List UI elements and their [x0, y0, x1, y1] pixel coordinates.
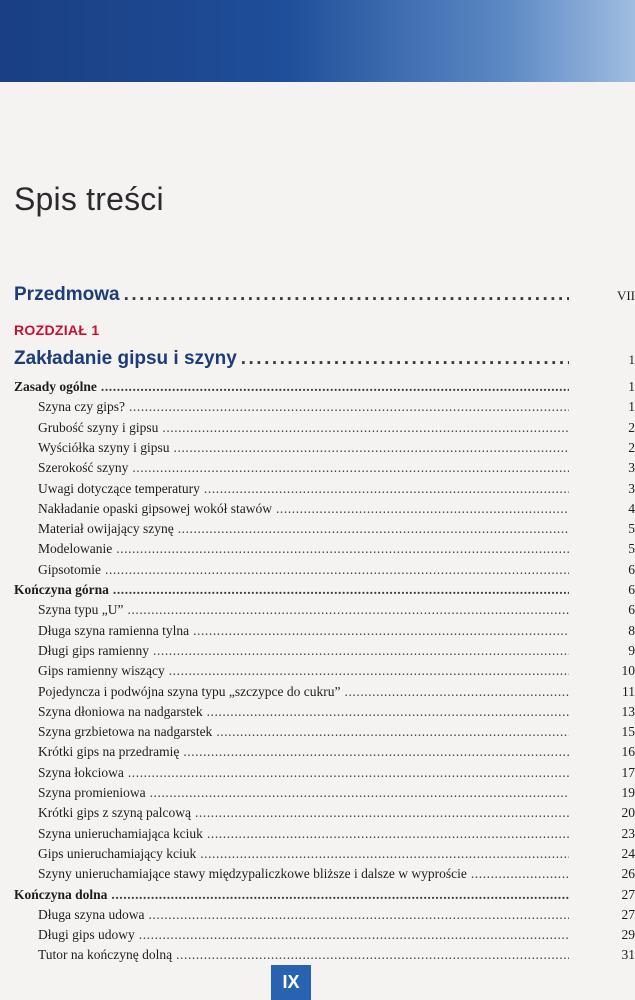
toc-label: Szyna typu „U” — [38, 602, 124, 618]
toc-page: 27 — [621, 906, 635, 922]
toc-label: Tutor na kończynę dolną — [38, 947, 173, 963]
toc-label: Krótki gips z szyną palcową — [38, 805, 191, 821]
header-band — [0, 0, 635, 82]
toc-item[interactable] — [0, 907, 635, 923]
toc-item[interactable] — [0, 704, 635, 720]
toc-item[interactable] — [0, 562, 635, 578]
toc-item[interactable] — [0, 602, 635, 618]
toc-label: Kończyna górna — [14, 582, 109, 597]
toc-item[interactable] — [0, 684, 635, 700]
toc-section[interactable] — [0, 379, 635, 395]
toc-page: 6 — [628, 602, 635, 618]
page-title: Spis treści — [14, 181, 164, 218]
toc-item[interactable] — [0, 866, 635, 882]
dot-leader — [150, 785, 569, 801]
page-number: IX — [271, 965, 311, 1000]
toc-label: Długa szyna ramienna tylna — [38, 622, 190, 638]
dot-leader — [183, 744, 569, 760]
toc-item[interactable] — [0, 765, 635, 781]
dot-leader — [471, 866, 569, 882]
toc-label: Długi gips ramienny — [38, 642, 149, 658]
dot-leader — [176, 947, 569, 963]
toc-page: 27 — [621, 886, 635, 902]
toc-page: 15 — [621, 724, 635, 740]
toc-page: 2 — [628, 439, 635, 455]
toc-item[interactable] — [0, 481, 635, 497]
toc-page: VII — [616, 288, 635, 303]
toc-page: 6 — [628, 582, 635, 597]
toc-page: 2 — [628, 419, 635, 435]
toc-page: 5 — [628, 541, 635, 557]
toc-page: 3 — [628, 460, 635, 476]
dot-leader — [200, 846, 569, 862]
toc-page: 10 — [621, 663, 635, 679]
toc-page: 9 — [628, 642, 635, 658]
dot-leader — [204, 481, 569, 497]
toc-item[interactable] — [0, 846, 635, 862]
toc-item[interactable] — [0, 460, 635, 476]
toc-item[interactable] — [0, 826, 635, 842]
dot-leader — [127, 602, 569, 618]
toc-label: Szyna grzbietowa na nadgarstek — [38, 724, 213, 740]
toc-item[interactable] — [0, 724, 635, 740]
toc-label: Gips ramienny wiszący — [38, 663, 165, 679]
toc-label: Szyna łokciowa — [38, 764, 124, 780]
dot-leader — [124, 284, 569, 306]
toc-label: Przedmowa — [14, 284, 120, 305]
toc-page: 1 — [628, 379, 635, 394]
toc-page: 6 — [628, 561, 635, 577]
dot-leader — [153, 643, 569, 659]
toc-label: Szyna dłoniowa na nadgarstek — [38, 703, 203, 719]
dot-leader — [128, 765, 569, 781]
dot-leader — [116, 541, 569, 557]
toc-page: 8 — [628, 622, 635, 638]
toc-label: Uwagi dotyczące temperatury — [38, 480, 200, 496]
toc-label: Długi gips udowy — [38, 927, 135, 943]
toc-page: 3 — [628, 480, 635, 496]
toc-label: Materiał owijający szynę — [38, 521, 174, 537]
dot-leader — [193, 623, 569, 639]
toc-item[interactable] — [0, 785, 635, 801]
toc-label: Nakładanie opaski gipsowej wokół stawów — [38, 500, 272, 516]
toc-page: 20 — [621, 805, 635, 821]
toc-label: Grubość szyny i gipsu — [38, 419, 159, 435]
toc-item[interactable] — [0, 399, 635, 415]
toc-item[interactable] — [0, 744, 635, 760]
dot-leader — [101, 379, 569, 395]
toc-page: 31 — [621, 947, 635, 963]
toc-item[interactable] — [0, 805, 635, 821]
toc-label: Szyny unieruchamiające stawy międzypaliczkowe bliższe i dalsze w wyproście — [38, 866, 467, 882]
toc-section[interactable] — [0, 582, 635, 598]
toc-label: Gipsotomie — [38, 561, 101, 577]
dot-leader — [207, 826, 569, 842]
toc-label: Modelowanie — [38, 541, 113, 557]
dot-leader — [111, 887, 569, 903]
toc-label: Gips unieruchamiający kciuk — [38, 845, 197, 861]
toc-label: Kończyna dolna — [14, 886, 108, 902]
toc-entry-chapter[interactable] — [0, 348, 635, 370]
dot-leader — [241, 348, 569, 370]
toc-label: Wyściółka szyny i gipsu — [38, 439, 170, 455]
toc-page: 16 — [621, 744, 635, 760]
toc-section[interactable] — [0, 887, 635, 903]
toc-label: Długa szyna udowa — [38, 906, 145, 922]
toc-page: 23 — [621, 825, 635, 841]
dot-leader — [216, 724, 569, 740]
chapter-title: Zakładanie gipsu i szyny — [14, 348, 237, 369]
toc-item[interactable] — [0, 623, 635, 639]
dot-leader — [162, 420, 569, 436]
toc-item[interactable] — [0, 440, 635, 456]
dot-leader — [139, 927, 569, 943]
dot-leader — [345, 684, 569, 700]
dot-leader — [105, 562, 569, 578]
toc-item[interactable] — [0, 927, 635, 943]
toc-label: Szerokość szyny — [38, 460, 129, 476]
dot-leader — [129, 399, 569, 415]
toc-item[interactable] — [0, 420, 635, 436]
toc-label: Zasady ogólne — [14, 379, 97, 394]
toc-item[interactable] — [0, 947, 635, 963]
toc-page: 24 — [621, 845, 635, 861]
toc-page: 19 — [621, 785, 635, 800]
toc-item[interactable] — [0, 663, 635, 679]
toc-item[interactable] — [0, 541, 635, 557]
dot-leader — [195, 805, 569, 821]
toc-item[interactable] — [0, 501, 635, 517]
dot-leader — [207, 704, 569, 720]
toc-page: 1 — [628, 352, 635, 367]
toc-page: 26 — [621, 866, 635, 882]
dot-leader — [113, 582, 569, 598]
toc-label: Szyna czy gips? — [38, 399, 125, 415]
dot-leader — [276, 501, 569, 517]
toc-page: 5 — [628, 521, 635, 537]
toc-page: 1 — [628, 399, 635, 415]
toc-label: Szyna promieniowa — [38, 785, 146, 800]
toc-item[interactable] — [0, 521, 635, 537]
toc-page: 11 — [622, 683, 635, 699]
chapter-label: ROZDZIAŁ 1 — [14, 322, 100, 338]
toc-entry-preface[interactable] — [0, 284, 635, 306]
dot-leader — [174, 440, 569, 456]
dot-leader — [148, 907, 569, 923]
toc-page: 13 — [621, 703, 635, 719]
toc-label: Krótki gips na przedramię — [38, 744, 180, 760]
dot-leader — [178, 521, 569, 537]
dot-leader — [132, 460, 569, 476]
toc-item[interactable] — [0, 643, 635, 659]
toc-label: Pojedyncza i podwójna szyna typu „szczypce do cukru” — [38, 683, 341, 699]
toc-page: 17 — [621, 764, 635, 780]
toc-page: 29 — [621, 927, 635, 943]
dot-leader — [169, 663, 569, 679]
toc-label: Szyna unieruchamiająca kciuk — [38, 825, 203, 841]
toc-page: 4 — [628, 500, 635, 516]
